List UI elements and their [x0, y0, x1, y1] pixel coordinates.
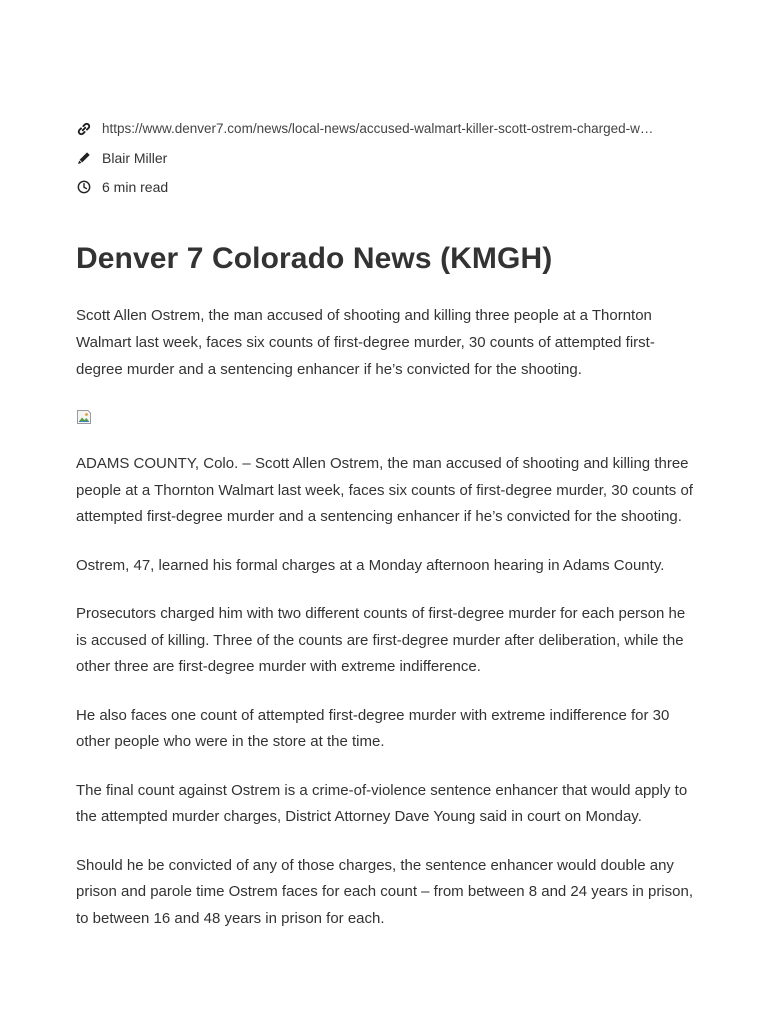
- article-image: [76, 409, 696, 427]
- article-paragraph: Prosecutors charged him with two different counts of first-degree murder for each person he is accused of killing. Three of the counts are first-degree murder after deliberation, while the other three are first-degree murder with extreme indifference.: [76, 605, 686, 675]
- article-paragraph: The final count against Ostrem is a crime-of-violence sentence enhancer that would apply to the attempted murder charges, District Attorney Dave Young said in court on Monday.: [76, 781, 688, 825]
- article-paragraph: Should he be convicted of any of those charges, the sentence enhancer would double any prison and parole time Ostrem faces for each count – from between 8 and 24 years in prison, to between 16 and 48 years in prison for each.: [76, 856, 693, 927]
- page-title: Denver 7 Colorado News (KMGH): [76, 242, 553, 275]
- author-name: Blair Miller: [102, 149, 168, 166]
- meta-readtime-row: [76, 172, 696, 201]
- article-source-link[interactable]: https://www.denver7.com/news/local-news/accused-walmart-killer-scott-ostrem-charged-w…: [102, 121, 654, 136]
- link-icon: [76, 121, 92, 137]
- article-body: [76, 451, 696, 932]
- clock-icon: [76, 179, 92, 195]
- article-paragraph: He also faces one count of attempted first-degree murder with extreme indifference for 30 other people who were in the store at the time.: [76, 706, 670, 750]
- article-paragraph: ADAMS COUNTY, Colo. – Scott Allen Ostrem, the man accused of shooting and killing three people at a Thornton Walmart last week, faces six counts of first-degree murder, 30 counts of attempted first-degree murder and a sentencing enhancer if he’s convicted for the shooting.: [76, 455, 693, 525]
- broken-image-icon: [76, 409, 92, 425]
- article-paragraph: Ostrem, 47, learned his formal charges at a Monday afternoon hearing in Adams County.: [76, 556, 665, 574]
- read-time: 6 min read: [102, 178, 169, 195]
- pen-icon: [76, 150, 92, 166]
- article-meta: [76, 114, 696, 201]
- meta-author-row: [76, 143, 696, 172]
- meta-url-row: [76, 114, 696, 143]
- reader-page: [76, 0, 696, 932]
- article-lede: Scott Allen Ostrem, the man accused of shooting and killing three people at a Thornton Walmart last week, faces six counts of first-degree murder, 30 counts of attempted first-degree murder and a sentencing enhancer if he’s convicted for the shooting.: [76, 307, 655, 378]
